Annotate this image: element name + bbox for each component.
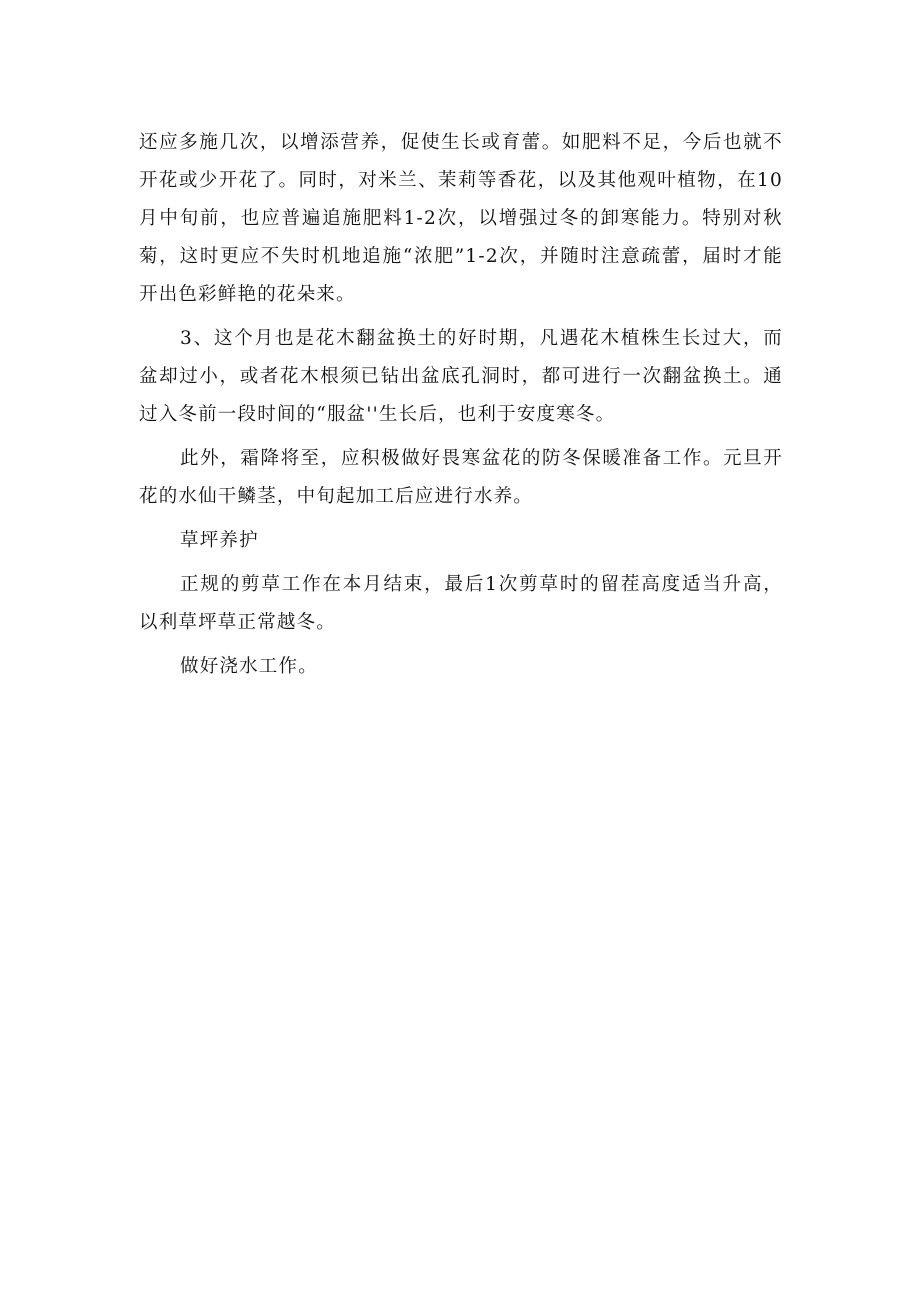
document-body bbox=[139, 124, 783, 692]
paragraph-watering: 做好浇水工作。 bbox=[180, 656, 318, 677]
paragraph-fertilizing-continued: 还应多施几次，以增添营养，促使生长或育蕾。如肥料不足，今后也就不开花或少开花了。同时，对米兰、茉莉等香花，以及其他观叶植物，在10月中旬前，也应普遍追施肥料1-2次，以增强过冬的卸寒能力。特别对秋菊，这时更应不失时机地追施“浓肥”1-2次，并随时注意疏蕾，届时才能开出色彩鲜艳的花朵来。 bbox=[139, 132, 783, 305]
paragraph-repotting: 3、这个月也是花木翻盆换土的好时期，凡遇花木植株生长过大，而盆却过小，或者花木根须已钻出盆底孔洞时，都可进行一次翻盆换土。通过入冬前一段时间的“服盆''生长后，也利于安度寒冬。 bbox=[139, 328, 783, 425]
paragraph-lawn-mowing: 正规的剪草工作在本月结束，最后1次剪草时的留茬高度适当升高，以利草坪草正常越冬。 bbox=[139, 574, 783, 633]
section-heading-lawn-care: 草坪养护 bbox=[180, 530, 259, 551]
paragraph-winter-protection: 此外，霜降将至，应积极做好畏寒盆花的防冬保暖准备工作。元旦开花的水仙干鳞茎，中旬起加工后应进行水养。 bbox=[139, 448, 783, 507]
